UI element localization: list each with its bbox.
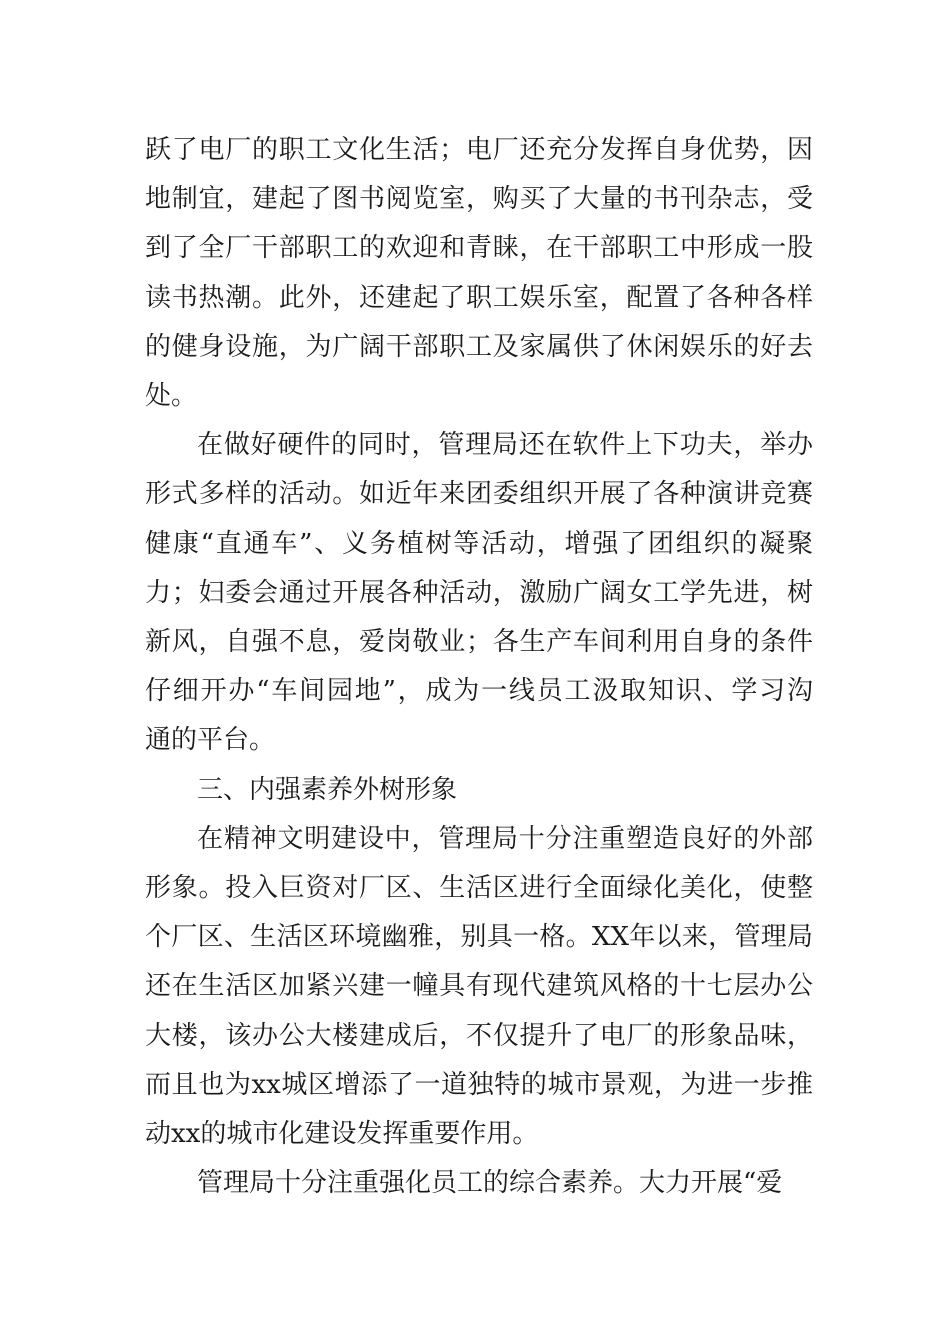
text-line: 读书热潮。此外，还建起了职工娱乐室，配置了各种各样	[145, 282, 813, 313]
document-body	[145, 126, 813, 1208]
text-line: 处。	[145, 381, 198, 412]
text-line: 形象。投入巨资对厂区、生活区进行全面绿化美化，使整	[145, 873, 813, 904]
text-line: 新风，自强不息，爱岗敬业；各生产车间利用自身的条件	[145, 627, 813, 658]
paragraph	[145, 766, 813, 815]
text-line: 跃了电厂的职工文化生活；电厂还充分发挥自身优势，因	[145, 135, 813, 165]
text-line: 仔细开办“车间园地”，成为一线员工汲取知识、学习沟	[145, 676, 813, 707]
paragraph	[145, 815, 813, 1159]
paragraph	[145, 126, 813, 421]
text-line: 的健身设施，为广阔干部职工及家属供了休闲娱乐的好去	[145, 331, 813, 362]
text-line: 而且也为xx城区增添了一道独特的城市景观，为进一步推	[145, 1069, 813, 1100]
text-line: 地制宜，建起了图书阅览室，购买了大量的书刊杂志，受	[145, 184, 813, 215]
paragraph	[145, 421, 813, 765]
text-line: 个厂区、生活区环境幽雅，别具一格。XX年以来，管理局	[145, 922, 813, 953]
text-line: 动xx的城市化建设发挥重要作用。	[145, 1119, 539, 1150]
text-line: 大楼，该办公大楼建成后，不仅提升了电厂的形象品味，	[145, 1020, 813, 1051]
text-line: 形式多样的活动。如近年来团委组织开展了各种演讲竞赛	[145, 479, 813, 510]
text-line: 到了全厂干部职工的欢迎和青睐，在干部职工中形成一股	[145, 233, 813, 264]
text-line: 通的平台。	[145, 725, 276, 756]
text-line: 三、内强素养外树形象	[197, 774, 458, 805]
text-line: 健康“直通车”、义务植树等活动，增强了团组织的凝聚	[145, 528, 813, 559]
text-line: 在做好硬件的同时，管理局还在软件上下功夫，举办	[197, 430, 813, 461]
text-line: 力；妇委会通过开展各种活动，激励广阔女工学先进，树	[145, 577, 813, 608]
text-line: 还在生活区加紧兴建一幢具有现代建筑风格的十七层办公	[145, 971, 813, 1002]
paragraph	[145, 1159, 813, 1208]
text-line: 管理局十分注重强化员工的综合素养。大力开展“爱	[197, 1168, 783, 1199]
text-line: 在精神文明建设中，管理局十分注重塑造良好的外部	[197, 823, 813, 854]
